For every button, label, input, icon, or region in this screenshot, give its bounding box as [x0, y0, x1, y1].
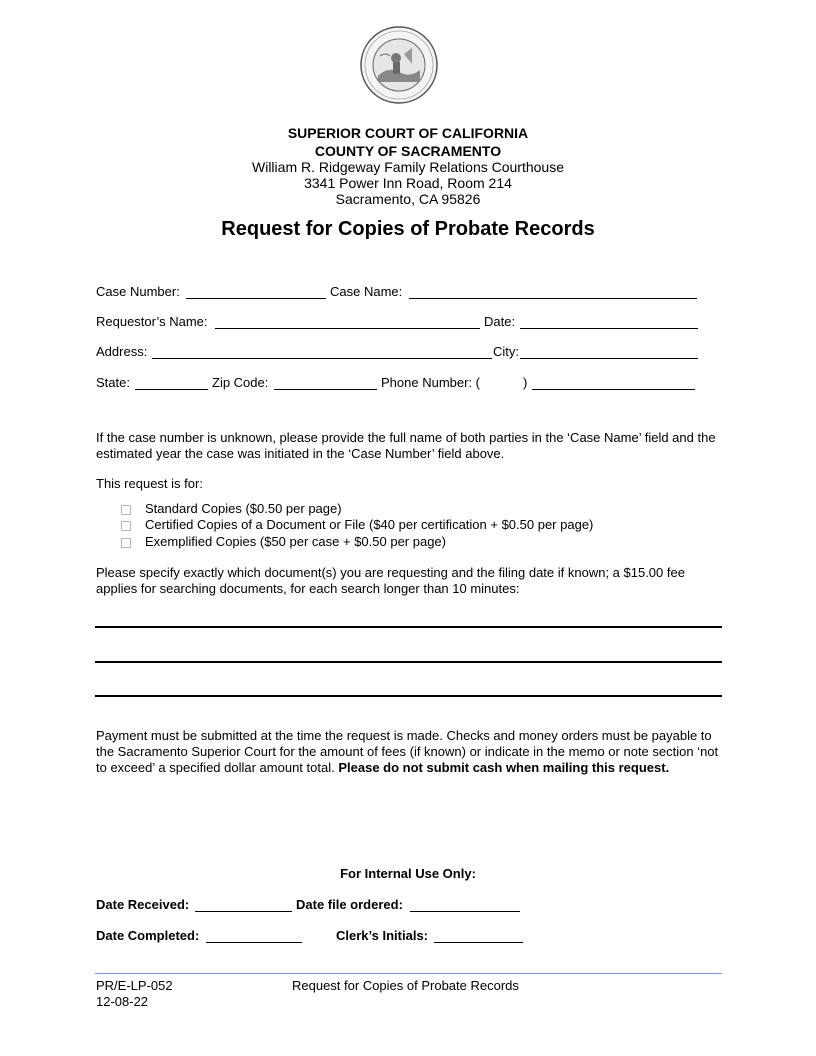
date-file-ordered-input[interactable]: [410, 911, 520, 912]
document-line-3[interactable]: [95, 695, 722, 697]
case-name-input[interactable]: [409, 298, 697, 299]
date-completed-label: Date Completed:: [96, 928, 200, 943]
document-line-1[interactable]: [95, 626, 722, 628]
zip-input[interactable]: [274, 389, 377, 390]
payment-cash-warning: Please do not submit cash when mailing this request.: [338, 760, 670, 775]
option-label: Exemplified Copies ($50 per case + $0.50 per page): [145, 534, 446, 549]
clerks-initials-label: Clerk’s Initials:: [336, 928, 428, 943]
payment-text: Payment must be submitted at the time the request is made. Checks and money orders must be payable to the Sacramento Superior Court for the amount of fees (if known) or indicate in the memo or note section ‘not to exceed’ a specified dollar amount total.: [96, 728, 719, 775]
requestor-name-label: Requestor’s Name:: [96, 314, 208, 329]
street-address: 3341 Power Inn Road, Room 214: [304, 175, 512, 191]
date-file-ordered-label: Date file ordered:: [296, 897, 403, 912]
internal-use-heading: For Internal Use Only:: [340, 866, 476, 881]
checkbox[interactable]: [121, 521, 131, 531]
phone-close-paren: ): [523, 375, 528, 390]
city-label: City:: [493, 344, 519, 359]
checkbox[interactable]: [121, 538, 131, 548]
document-specify-instructions: Please specify exactly which document(s) you are requesting and the filing date if known; a $15.00 fee applies for searching documents, for each search longer than 10 minutes:: [96, 565, 685, 596]
zip-label: Zip Code:: [212, 375, 269, 390]
option-certified-copies[interactable]: [121, 517, 593, 532]
form-number: PR/E-LP-052: [96, 978, 173, 993]
court-name: SUPERIOR COURT OF CALIFORNIA: [287, 125, 529, 141]
case-number-label: Case Number:: [96, 284, 180, 299]
courthouse-name: William R. Ridgeway Family Relations Courthouse: [252, 159, 564, 175]
footer-divider: [95, 973, 722, 974]
request-for-label: This request is for:: [96, 476, 203, 491]
requestor-name-input[interactable]: [215, 328, 480, 329]
option-label: Standard Copies ($0.50 per page): [145, 501, 342, 516]
footer-form-title: Request for Copies of Probate Records: [292, 978, 519, 993]
date-completed-input[interactable]: [206, 942, 302, 943]
address-input[interactable]: [152, 358, 492, 359]
case-name-label: Case Name:: [330, 284, 403, 299]
date-received-label: Date Received:: [96, 897, 190, 912]
option-exemplified-copies[interactable]: [121, 534, 446, 549]
state-input[interactable]: [135, 389, 208, 390]
page-title: Request for Copies of Probate Records: [221, 218, 595, 240]
clerks-initials-input[interactable]: [434, 942, 523, 943]
date-received-input[interactable]: [195, 911, 292, 912]
phone-label: Phone Number: (: [381, 375, 480, 390]
option-label: Certified Copies of a Document or File ($40 per certification + $0.50 per page): [145, 517, 594, 532]
phone-number-input[interactable]: [532, 389, 695, 390]
county-name: COUNTY OF SACRAMENTO: [314, 143, 502, 159]
document-line-2[interactable]: [95, 661, 722, 663]
date-input[interactable]: [520, 328, 698, 329]
case-number-input[interactable]: [186, 298, 326, 299]
city-input[interactable]: [520, 358, 698, 359]
payment-notice: [96, 728, 721, 776]
state-label: State:: [96, 375, 130, 390]
court-seal-logo: [360, 26, 438, 104]
checkbox[interactable]: [121, 505, 131, 515]
date-label: Date:: [484, 314, 516, 329]
option-standard-copies[interactable]: [121, 501, 342, 516]
form-revision-date: 12-08-22: [96, 994, 149, 1009]
address-label: Address:: [96, 344, 148, 359]
case-number-instructions: If the case number is unknown, please provide the full name of both parties in the ‘Case Name’ field and the estimated year the case was initiated in the ‘Case Number’ field above.: [96, 430, 716, 461]
city-address: Sacramento, CA 95826: [335, 191, 481, 207]
